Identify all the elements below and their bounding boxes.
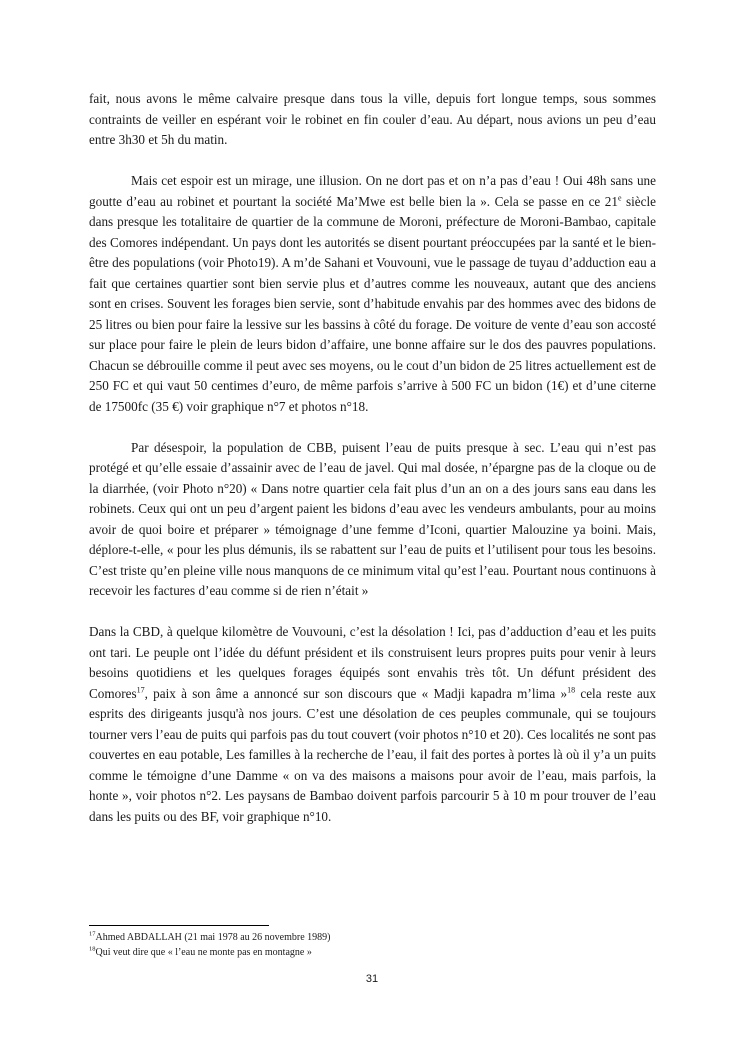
- footnote-item: [89, 930, 656, 945]
- paragraph-4-text-a: Dans la CBD, à quelque kilomètre de Vouvouni, c’est la désolation ! Ici, pas d’adduction d’eau et les puits ont tari. Le peuple ont l’idée du défunt président et ils construisent leurs propres puits pour venir à leurs besoins quotidiens et les quelques forages équipés sont envahis très tôt. Un défunt président des Comores: [89, 624, 656, 701]
- paragraph-2-text-a: Mais cet espoir est un mirage, une illusion. On ne dort pas et on n’a pas d’eau ! Oui 48h sans une goutte d’eau au robinet et pourtant la société Ma’Mwe est belle bien la ». Cela se passe en ce 21: [89, 173, 656, 209]
- paragraph-2: [89, 171, 656, 417]
- footnote-ref-17[interactable]: 17: [136, 685, 145, 695]
- body-text: [89, 89, 656, 827]
- footnote-item: [89, 945, 656, 960]
- paragraph-1: [89, 89, 656, 151]
- paragraph-3: [89, 438, 656, 602]
- paragraph-4-text-c: cela reste aux esprits des dirigeants jusqu'à nos jours. C’est une désolation de ces peuples communale, qui se toujours tourner vers l’eau de puits qui parfois pas du tout couvert (voir photos n°10 et 20). Ces localités ne sont pas couvertes en eau potable, Les familles à la recherche de l’eau, il fait des portes à portes là où il y’a un puits comme le témoigne d’une Damme « on va des maisons a maisons pour avoir de l’eau, mais parfois, la honte », voir photos n°2. Les paysans de Bambao doivent parfois parcourir 5 à 10 m pour trouver de l’eau dans les puits ou des BF, voir graphique n°10.: [89, 685, 656, 824]
- paragraph-4-text-b: , paix à son âme a annoncé sur son discours que « Madji kapadra m’lima »: [144, 685, 568, 701]
- paragraph-3-text: Par désespoir, la population de CBB, puisent l’eau de puits presque à sec. L’eau qui n’est pas protégé et qu’elle essaie d’assainir avec de l’eau de javel. Qui mal dosée, n’épargne pas de la cloque ou de la diarrhée, (voir Photo n°20) « Dans notre quartier cela fait plus d’un an on a des jours sans eau dans les robinets. Ceux qui ont un peu d’argent paient les bidons d’eau avec les vendeurs ambulants, pour au moins avoir de quoi boire et préparer » témoignage d’une femme d’Iconi, quartier Malouzine ya boini. Mais, déplore-t-elle, « pour les plus démunis, ils se rabattent sur l’eau de puits et l’utilisent pour tous les besoins. C’est triste qu’en pleine ville nous manquons de ce minimum vital qu’est l’eau. Pourtant nous continuons à recevoir les factures d’eau comme si de rien n’était »: [89, 439, 656, 598]
- footnote-separator: [89, 925, 269, 926]
- paragraph-1-text: fait, nous avons le même calvaire presque dans tous la ville, depuis fort longue temps, sous sommes contraints de veiller en espérant voir le robinet en fin couler d’eau. Au départ, nous avions un peu d’eau entre 3h30 et 5h du matin.: [89, 91, 656, 147]
- footnotes: [89, 930, 656, 960]
- footnote-marker: 18: [89, 945, 96, 953]
- paragraph-4: [89, 622, 656, 827]
- footnote-ref-18[interactable]: 18: [567, 685, 576, 695]
- footnote-text: Ahmed ABDALLAH (21 mai 1978 au 26 novembre 1989): [95, 932, 331, 943]
- ordinal-superscript: e: [617, 193, 622, 203]
- footnote-marker: 17: [89, 930, 96, 938]
- page-number: 31: [365, 973, 379, 985]
- paragraph-2-text-b: siècle dans presque les totalitaire de quartier de la commune de Moroni, préfecture de Moroni-Bambao, capitale des Comores indépendant. Un pays dont les autorités se disent pourtant préoccupées par la santé et le bien-être des populations (voir Photo19). A m’de Sahani et Vouvouni, vue le passage de tuyau d’adduction eau a fait que certaines quartier sont bien servie plus et d’autres comme les nouveaux, autant que des anciens sont en crises. Souvent les forages bien servie, sont d’habitude envahis par des hommes avec des bidons de 25 litres ou bien pour faire la lessive sur les bassins à côté du forage. De voiture de vente d’eau son accosté sur place pour faire le plein de leurs bidon d’affaire, une bonne affaire sur le dos des pauvres populations. Chacun se débrouille comme il peut avec ses moyens, ou le cout d’un bidon de 25 litres actuellement est de 250 FC et qui vaut 50 centimes d’euro, de même parfois s’arrive à 500 FC un bidon (1€) et d’une citerne de 17500fc (35 €) voir graphique n°7 et photos n°18.: [89, 193, 656, 414]
- footnote-text: Qui veut dire que « l’eau ne monte pas en montagne »: [95, 947, 312, 958]
